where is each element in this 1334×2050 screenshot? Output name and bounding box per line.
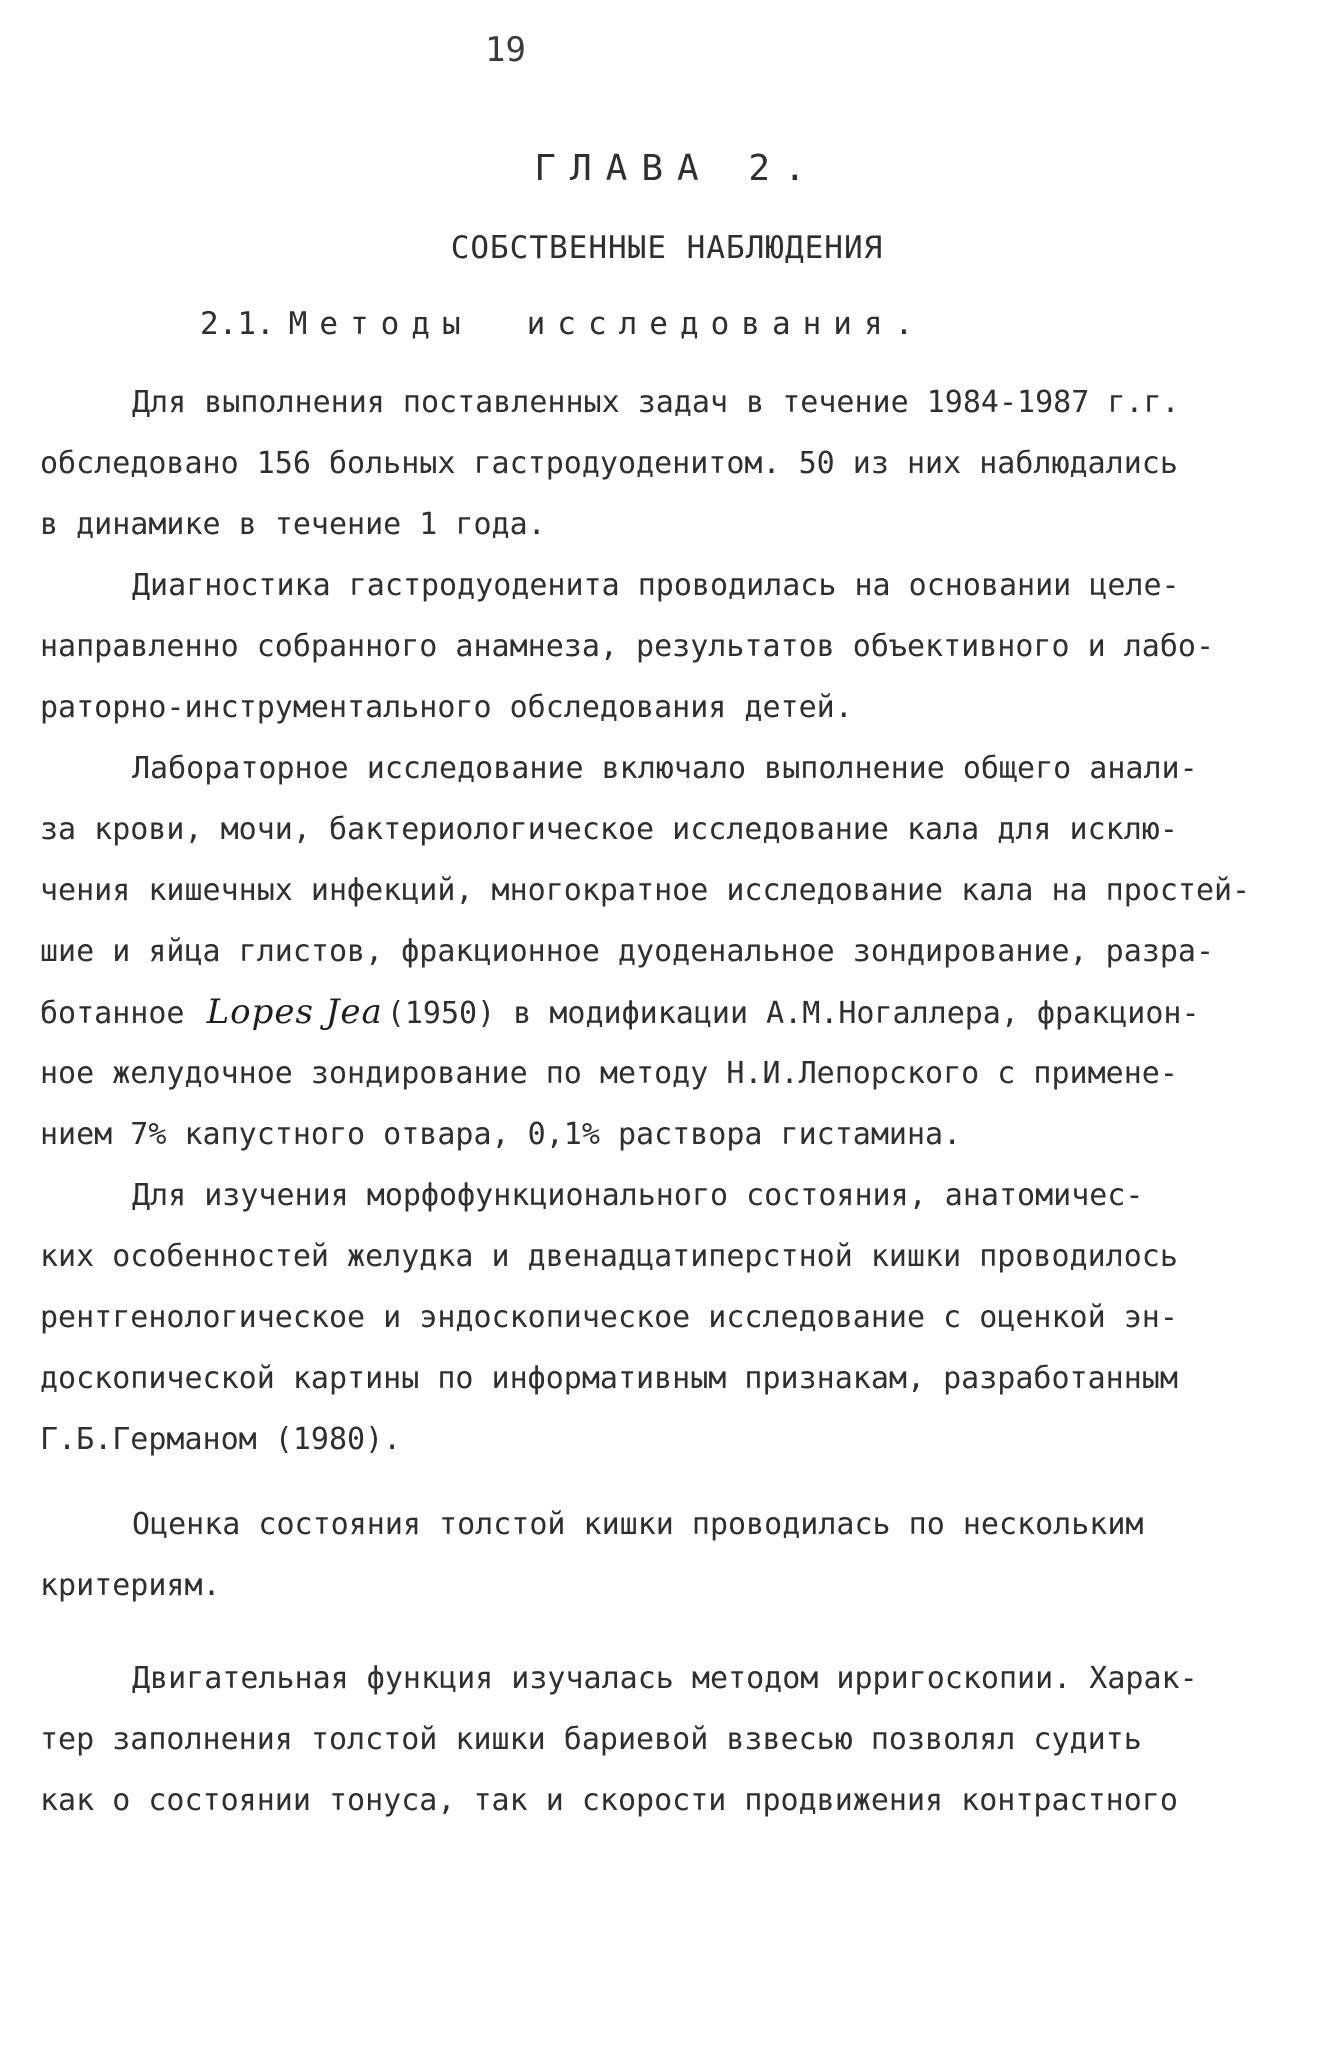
text-fragment: ботанное	[40, 996, 185, 1031]
text-line: обследовано 156 больных гастродуоденитом. 50 из них наблюдались	[40, 446, 1178, 481]
paragraph-1	[40, 372, 1302, 555]
text-line-with-handwriting	[40, 982, 1302, 1043]
text-line: Лабораторное исследование включало выполнение общего анали-	[132, 751, 1198, 786]
text-line: Г.Б.Германом (1980).	[40, 1422, 402, 1457]
page-number: 19	[485, 30, 526, 70]
text-line: нием 7% капустного отвара, 0,1% раствора гистамина.	[40, 1117, 962, 1152]
paragraph-gap	[40, 1470, 1302, 1494]
text-line: ких особенностей желудка и двенадцатиперстной кишки проводилось	[40, 1239, 1178, 1274]
text-line: раторно-инструментального обследования детей.	[40, 690, 853, 725]
text-line: Двигательная функция изучалась методом ирригоскопии. Харак-	[132, 1661, 1198, 1696]
section-title-word-1: Методы	[288, 306, 473, 342]
text-line: чения кишечных инфекций, многократное исследование кала на простей-	[40, 873, 1251, 908]
text-line: как о состоянии тонуса, так и скорости продвижения контрастного	[40, 1783, 1178, 1818]
text-line: направленно собранного анамнеза, результатов объективного и лабо-	[40, 629, 1214, 664]
text-line: рентгенологическое и эндоскопическое исследование с оценкой эн-	[40, 1300, 1178, 1335]
paragraph-5	[40, 1494, 1302, 1616]
section-title-word-2: исследования.	[526, 306, 926, 342]
text-line: доскопической картины по информативным признакам, разработанным	[40, 1361, 1178, 1396]
text-line: Для выполнения поставленных задач в течение 1984-1987 г.г.	[132, 385, 1180, 420]
section-heading	[200, 306, 925, 342]
text-line: Диагностика гастродуоденита проводилась на основании целе-	[132, 568, 1180, 603]
paragraph-6	[40, 1648, 1302, 1831]
text-line: шие и яйца глистов, фракционное дуоденальное зондирование, разра-	[40, 934, 1214, 969]
text-line: за крови, мочи, бактериологическое исследование кала для исклю-	[40, 812, 1178, 847]
text-line: Оценка состояния толстой кишки проводилась по нескольким	[132, 1507, 1144, 1542]
chapter-heading: ГЛАВА 2.	[534, 148, 820, 189]
paragraph-2	[40, 555, 1302, 738]
text-line: тер заполнения толстой кишки бариевой взвесью позволял судить	[40, 1722, 1142, 1757]
paragraph-gap	[40, 1616, 1302, 1648]
chapter-title: СОБСТВЕННЫЕ НАБЛЮДЕНИЯ	[450, 230, 884, 266]
text-fragment: (1950) в модификации А.М.Ногаллера, фракцион-	[386, 996, 1200, 1031]
handwritten-author-name: Lopes Jea	[206, 992, 383, 1032]
text-line: критериям.	[40, 1568, 221, 1603]
text-line: в динамике в течение 1 года.	[40, 507, 546, 542]
section-number: 2.1.	[200, 306, 275, 342]
text-line: Для изучения морфофункционального состояния, анатомичес-	[132, 1178, 1144, 1213]
text-line: ное желудочное зондирование по методу Н.И.Лепорского с примене-	[40, 1056, 1178, 1091]
paragraph-3	[40, 738, 1302, 1165]
paragraph-4	[40, 1165, 1302, 1470]
body-text	[40, 372, 1302, 1831]
